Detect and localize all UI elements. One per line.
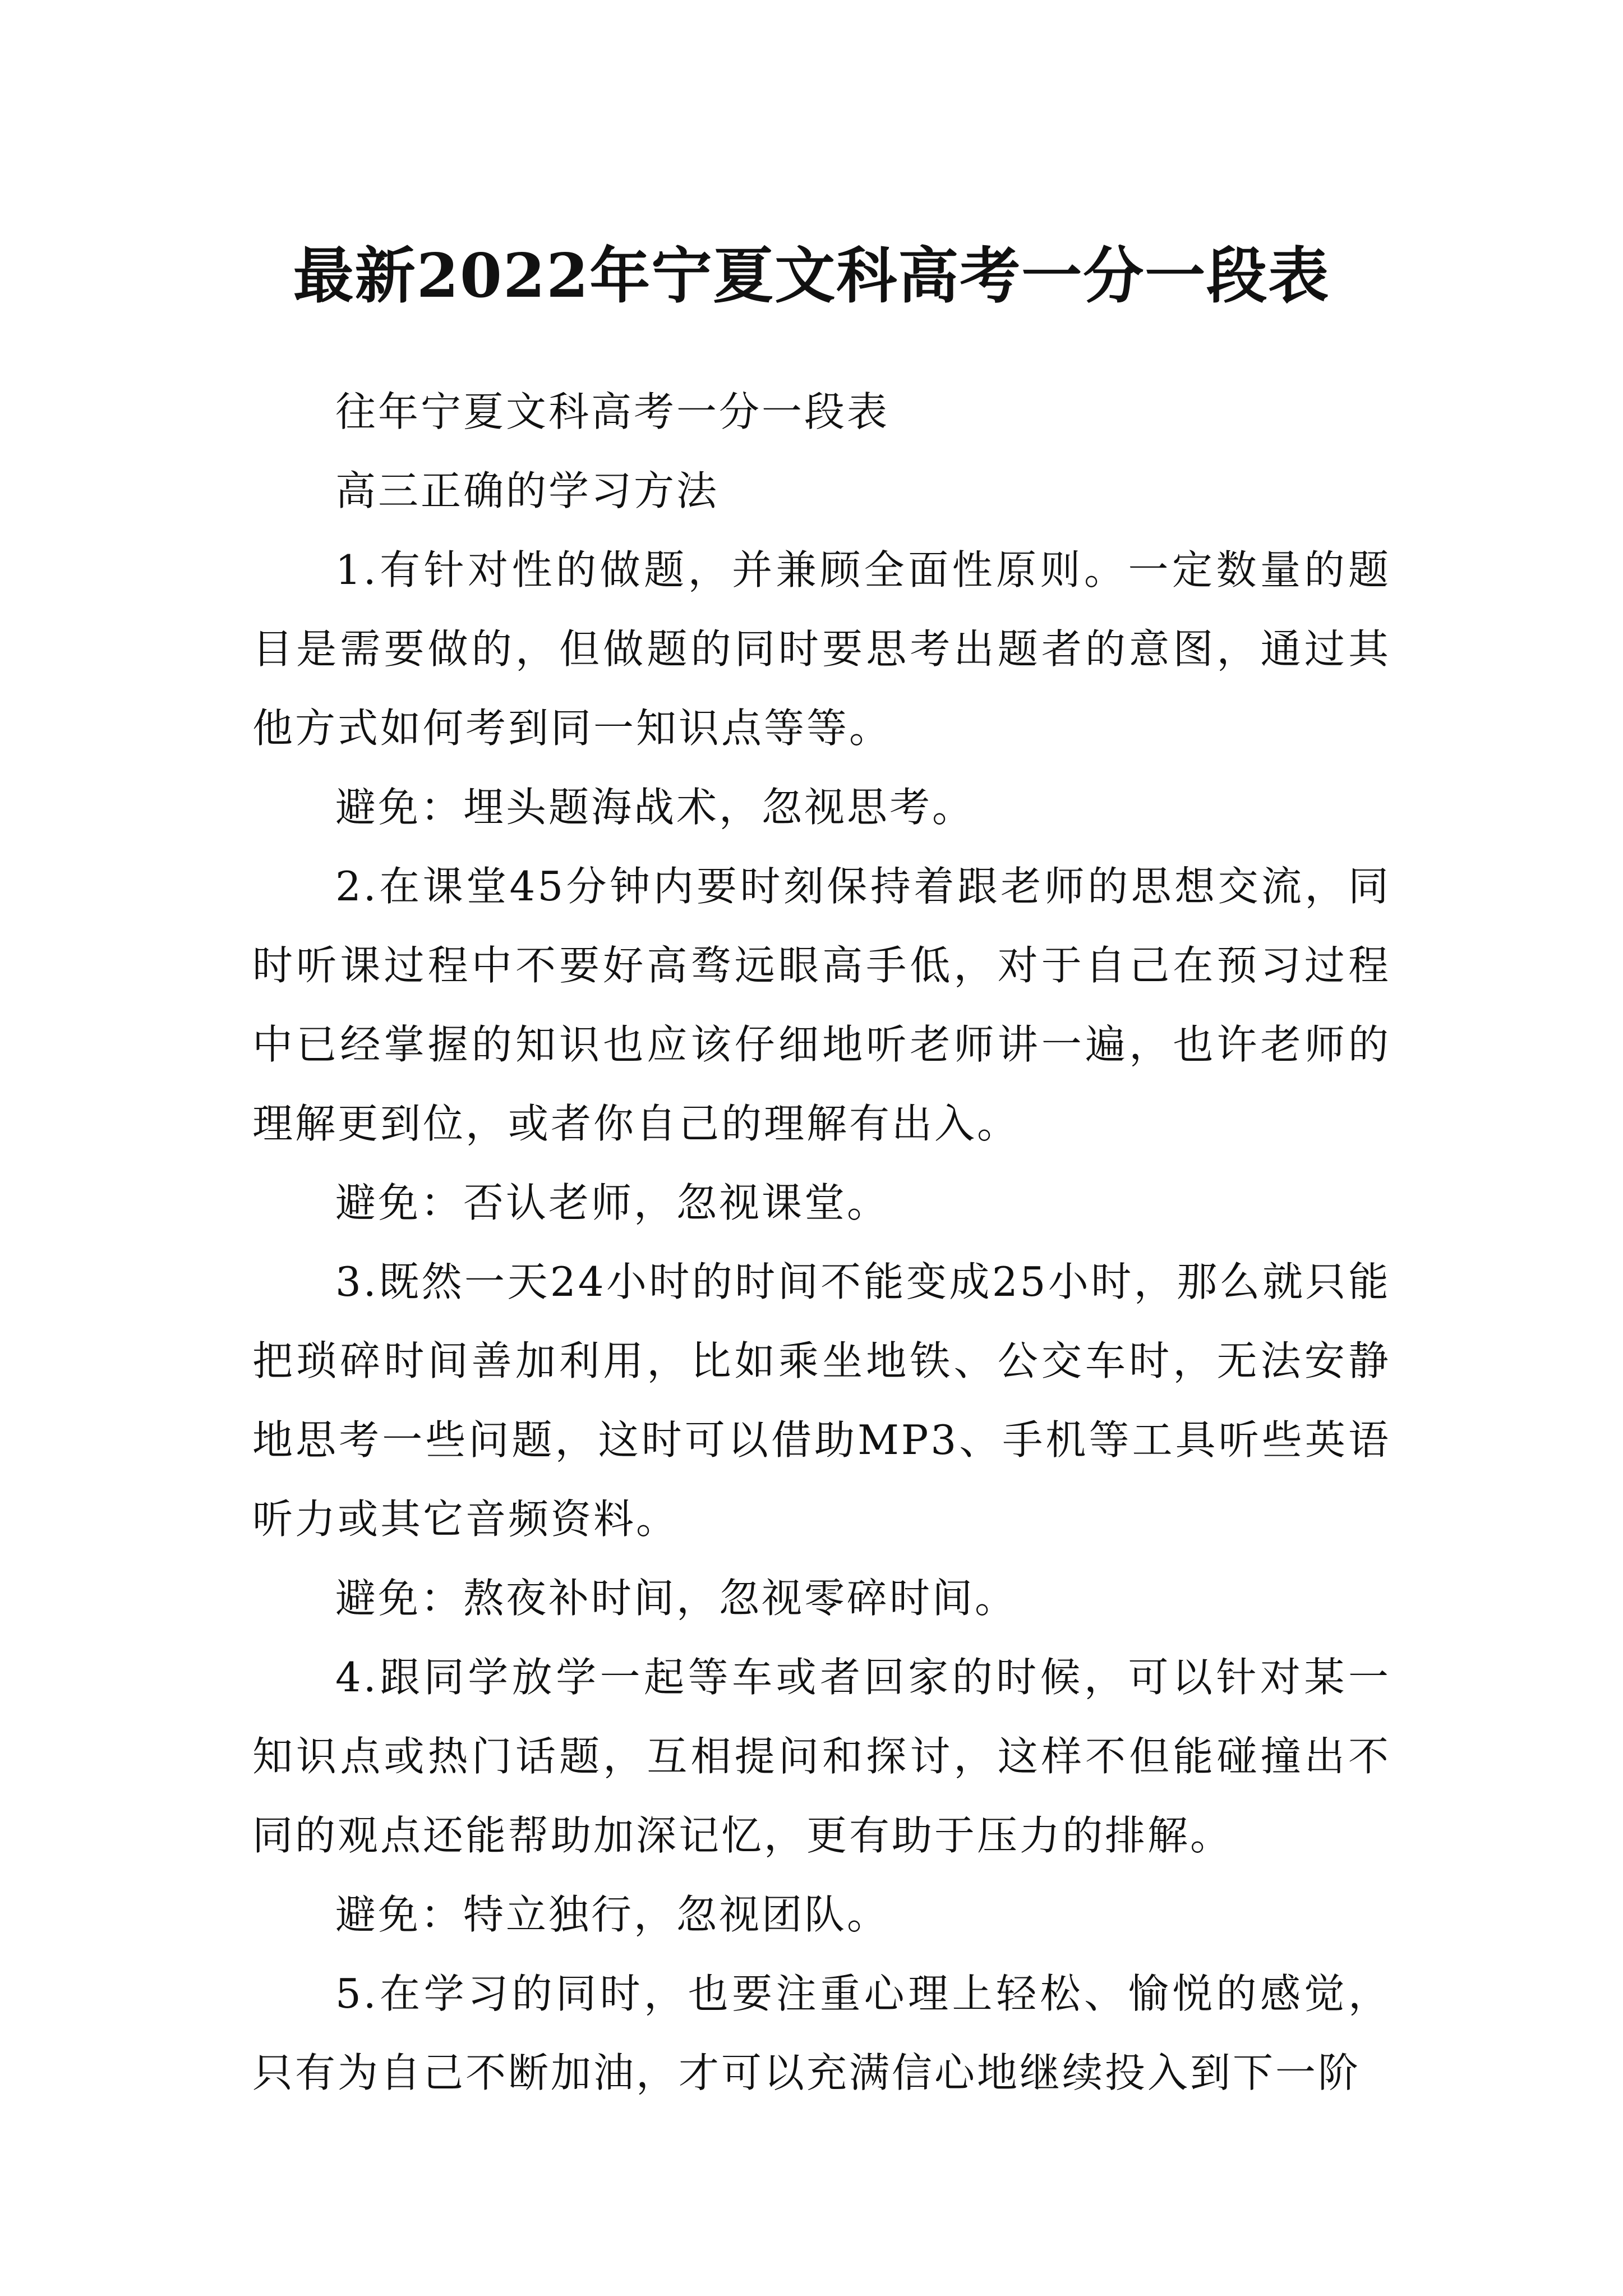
document-title: 最新2022年宁夏文科高考一分一段表 <box>293 241 1330 312</box>
paragraph-avoid-1: 避免：埋头题海战术，忽视思考。 <box>335 784 975 831</box>
paragraph-point-5: 5.在学习的同时，也要注重心理上轻松、愉悦的感觉，只有为自己不断加油，才可以充满信心地继续投入到下一阶 <box>252 1970 1391 2096</box>
paragraph-point-1: 1.有针对性的做题，并兼顾全面性原则。一定数量的题目是需要做的，但做题的同时要思考出题者的意图，通过其他方式如何考到同一知识点等等。 <box>252 546 1391 752</box>
paragraph-point-3: 3.既然一天24小时的时间不能变成25小时，那么就只能把琐碎时间善加利用，比如乘坐地铁、公交车时，无法安静地思考一些问题，这时可以借助MP3、手机等工具听些英语听力或其它音频资料。 <box>252 1258 1391 1543</box>
paragraph-avoid-4: 避免：特立独行，忽视团队。 <box>335 1891 890 1938</box>
paragraph-point-4: 4.跟同学放学一起等车或者回家的时候，可以针对某一知识点或热门话题，互相提问和探讨，这样不但能碰撞出不同的观点还能帮助加深记忆，更有助于压力的排解。 <box>252 1654 1391 1859</box>
paragraph-subtitle: 往年宁夏文科高考一分一段表 <box>335 388 890 435</box>
paragraph-heading: 高三正确的学习方法 <box>335 467 720 514</box>
paragraph-avoid-3: 避免：熬夜补时间，忽视零碎时间。 <box>335 1575 1018 1622</box>
paragraph-avoid-2: 避免：否认老师，忽视课堂。 <box>335 1179 890 1226</box>
paragraph-point-2: 2.在课堂45分钟内要时刻保持着跟老师的思想交流，同时听课过程中不要好高骛远眼高手低，对于自己在预习过程中已经掌握的知识也应该仔细地听老师讲一遍，也许老师的理解更到位，或者你自己的理解有出入。 <box>252 863 1391 1147</box>
document-body <box>252 372 1391 2113</box>
